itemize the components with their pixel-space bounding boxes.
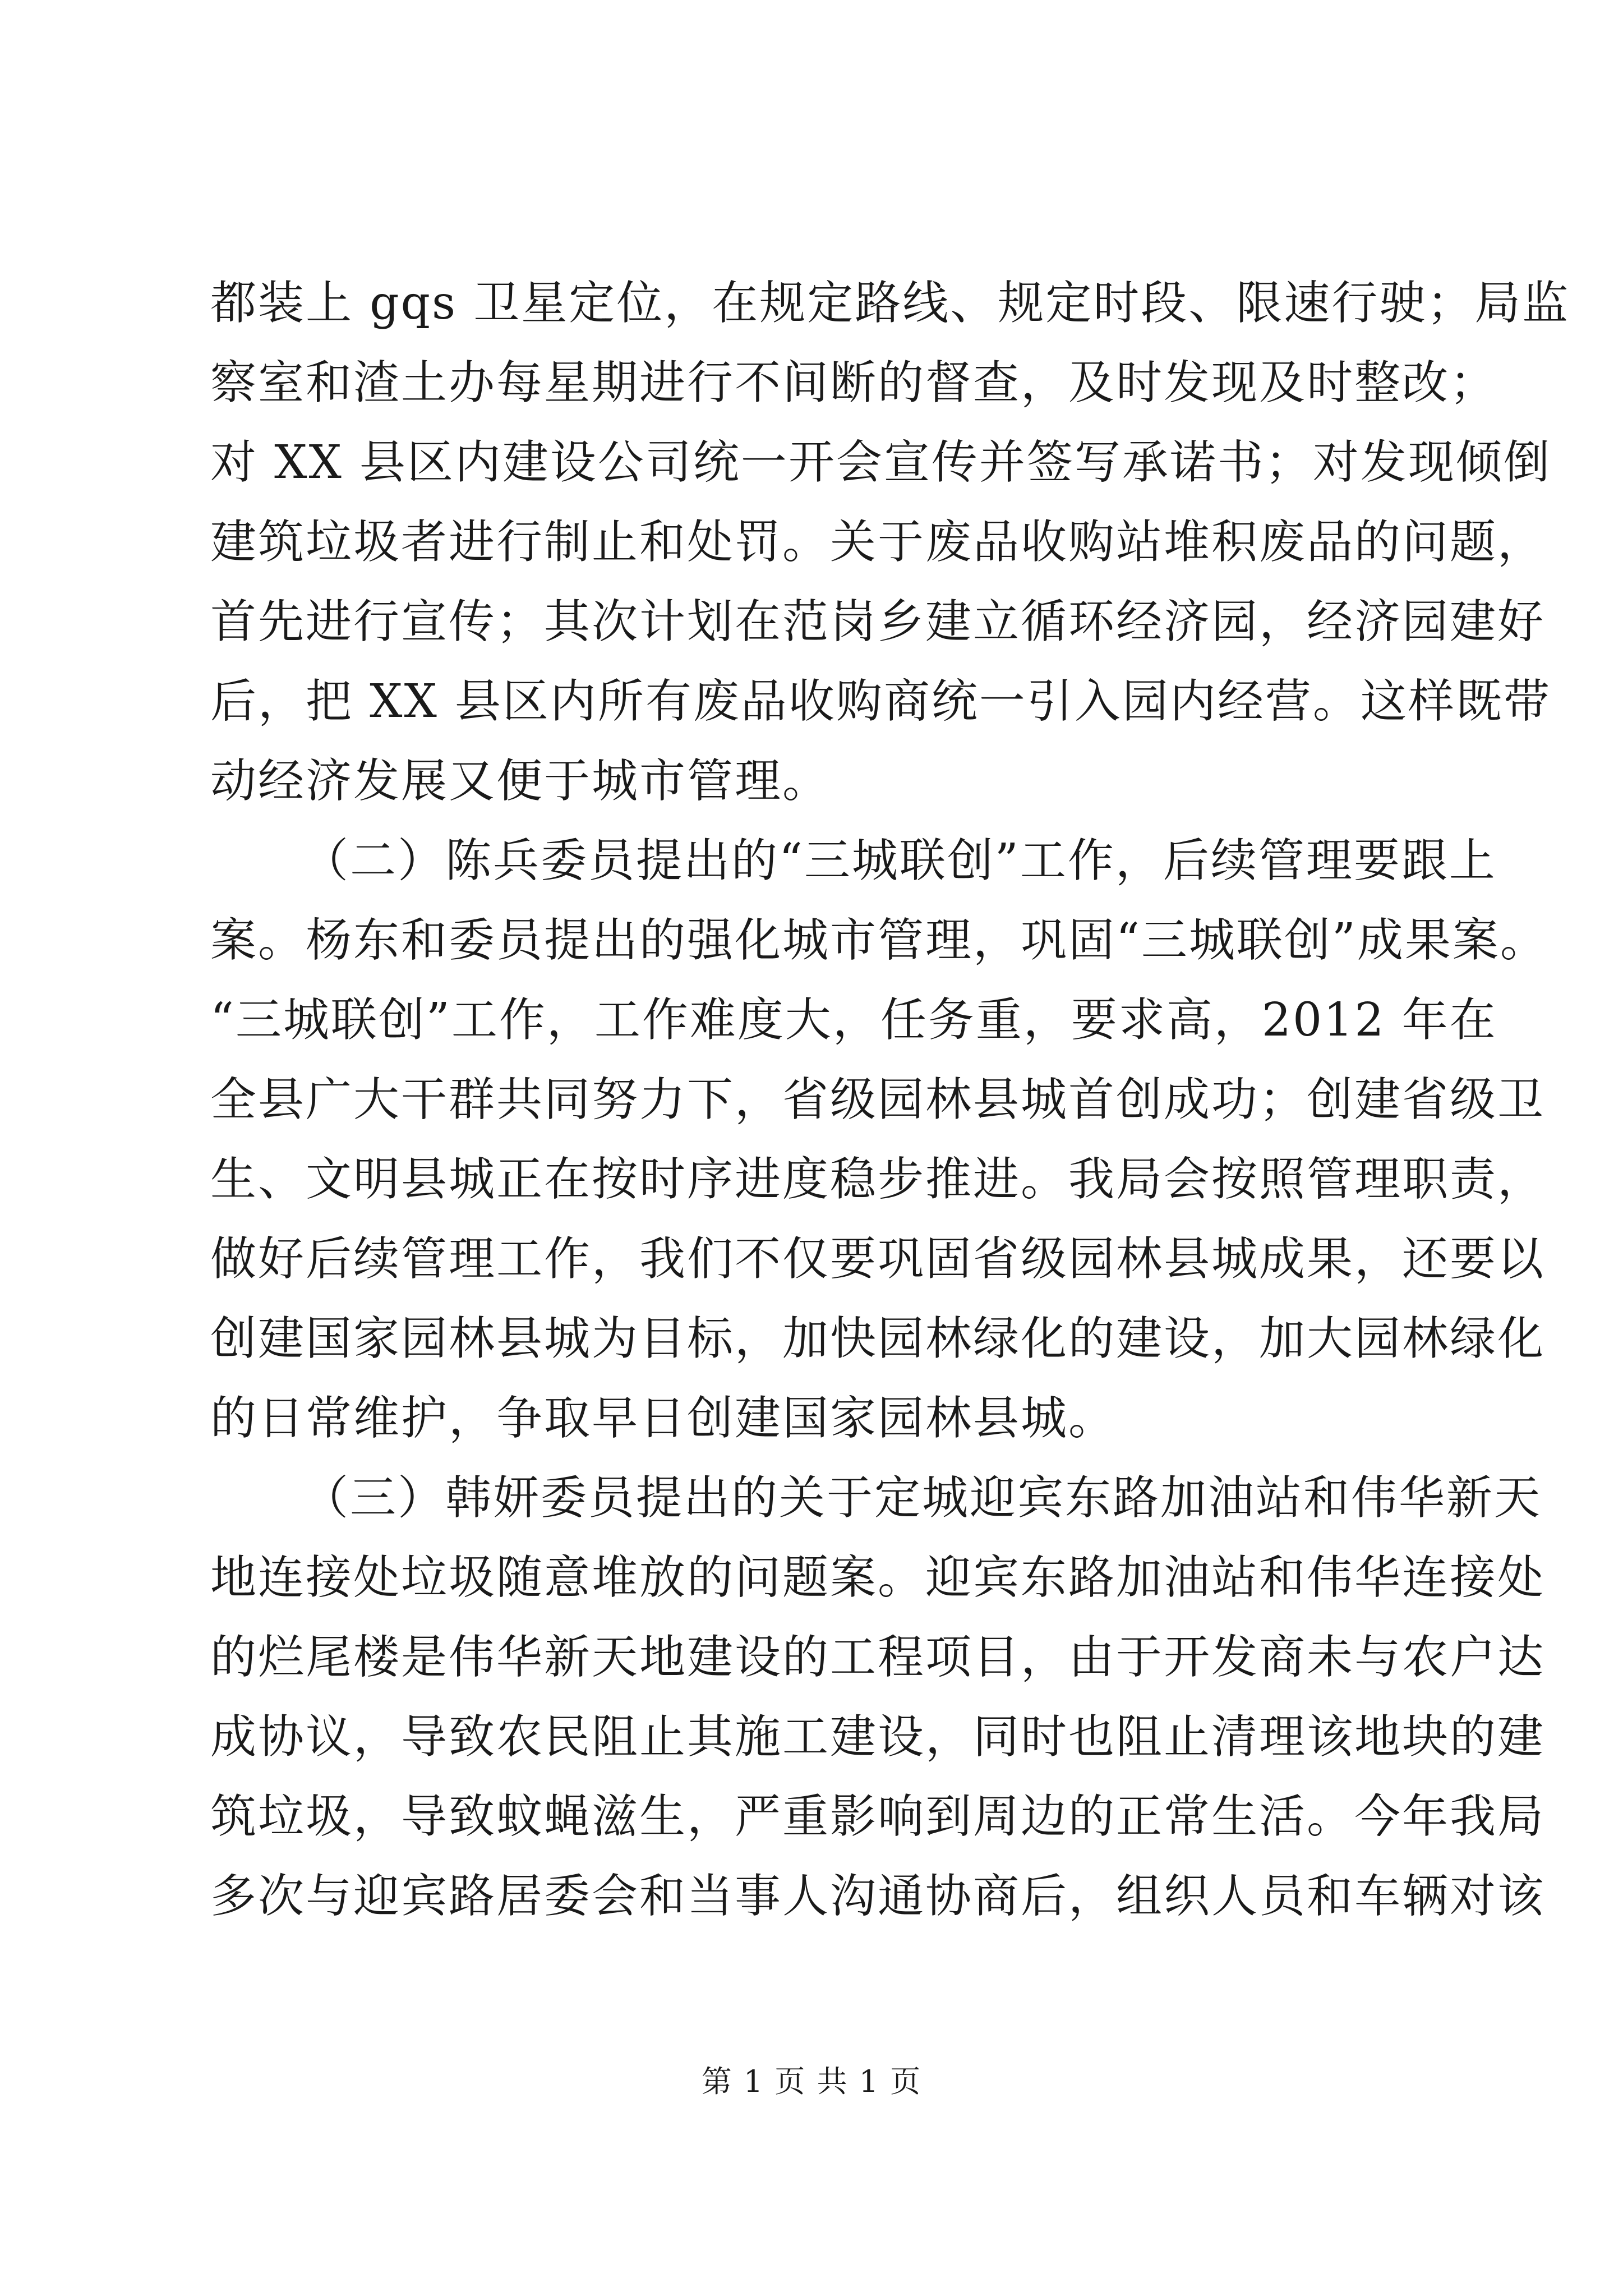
paragraph-item-3 <box>210 1458 1546 1936</box>
text-line: 筑垃圾，导致蚊蝇滋生，严重影响到周边的正常生活。今年我局 <box>210 1790 1546 1843</box>
page-footer: 第 1 页 共 1 页 <box>701 2064 922 2099</box>
text-line: 首先进行宣传；其次计划在范岗乡建立循环经济园，经济园建好 <box>210 595 1546 648</box>
text-line: 创建国家园林县城为目标，加快园林绿化的建设，加大园林绿化 <box>210 1312 1546 1365</box>
paragraph-item-2 <box>210 821 1548 1458</box>
text-line: 后，把 XX 县区内所有废品收购商统一引入园内经营。这样既带 <box>210 675 1551 728</box>
text-line: 的烂尾楼是伟华新天地建设的工程项目，由于开发商未与农户达 <box>210 1631 1546 1684</box>
text-line: （三）韩妍委员提出的关于定城迎宾东路加油站和伟华新天 <box>302 1471 1542 1525</box>
text-line: 多次与迎宾路居委会和当事人沟通协商后，组织人员和车辆对该 <box>210 1870 1546 1923</box>
text-line: 成协议，导致农民阻止其施工建设，同时也阻止清理该地块的建 <box>210 1710 1546 1764</box>
text-line: 地连接处垃圾随意堆放的问题案。迎宾东路加油站和伟华连接处 <box>210 1551 1546 1604</box>
text-line: 都装上 gqs 卫星定位，在规定路线、规定时段、限速行驶；局监 <box>210 277 1570 330</box>
text-line: 案。杨东和委员提出的强化城市管理，巩固“三城联创”成果案。 <box>210 914 1548 967</box>
text-line: 全县广大干群共同努力下，省级园林县城首创成功；创建省级卫 <box>210 1073 1546 1126</box>
paragraph-continued <box>210 264 1570 821</box>
text-line: 建筑垃圾者进行制止和处罚。关于废品收购站堆积废品的问题， <box>210 516 1546 569</box>
document-body <box>210 264 1570 1936</box>
text-line: 做好后续管理工作，我们不仅要巩固省级园林县城成果，还要以 <box>210 1232 1546 1286</box>
text-line: 的日常维护，争取早日创建国家园林县城。 <box>210 1392 1117 1445</box>
text-line: 动经济发展又便于城市管理。 <box>210 754 831 808</box>
text-line: 察室和渣土办每星期进行不间断的督查，及时发现及时整改； <box>210 356 1498 409</box>
text-line: （二）陈兵委员提出的“三城联创”工作，后续管理要跟上 <box>302 834 1497 887</box>
text-line: 生、文明县城正在按时序进度稳步推进。我局会按照管理职责， <box>210 1153 1546 1206</box>
text-line: 对 XX 县区内建设公司统一开会宣传并签写承诺书；对发现倾倒 <box>210 436 1551 489</box>
text-line: “三城联创”工作，工作难度大，任务重，要求高，2012 年在 <box>210 993 1497 1047</box>
